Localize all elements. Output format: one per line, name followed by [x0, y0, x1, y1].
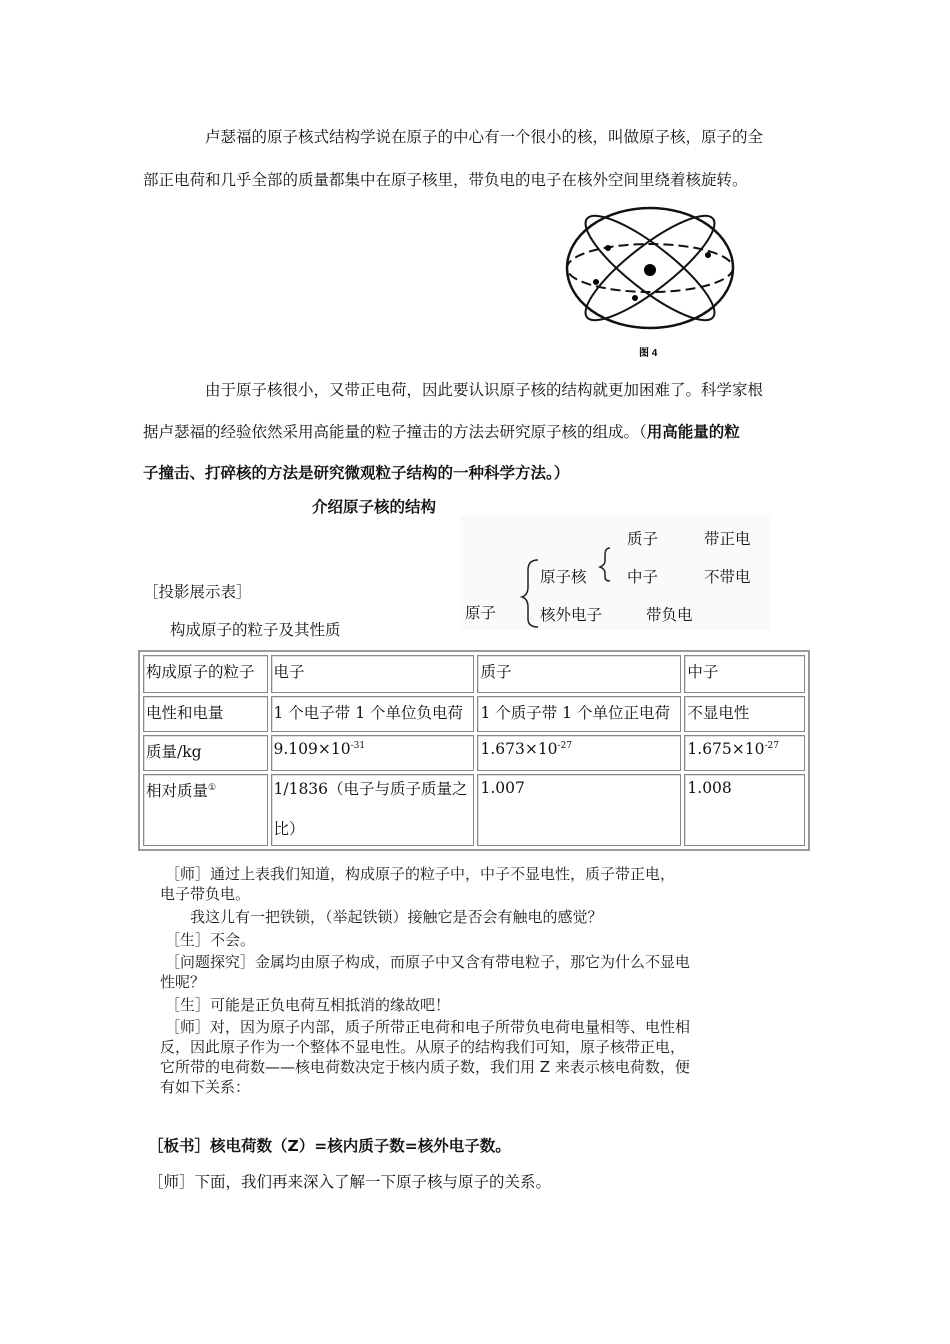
- atom-orbits-diagram: [560, 205, 745, 365]
- para2-line2: [143, 422, 740, 442]
- struct-proton: 质子: [627, 530, 659, 548]
- para2-line1: 由于原子核很小，又带正电荷，因此要认识原子核的结构就更加困难了。科学家根: [205, 381, 764, 399]
- mass-exponent: -27: [764, 740, 779, 751]
- table-header-row: [143, 655, 805, 693]
- struct-electron-charge: 带负电: [646, 606, 693, 624]
- table-header-cell: 电子: [271, 655, 475, 693]
- particle-properties-table: [138, 650, 810, 851]
- table-cell: [271, 774, 475, 846]
- table-header-cell: 质子: [477, 655, 681, 693]
- dialogue-line: ［师］通过上表我们知道，构成原子的粒子中，中子不显电性，质子带正电，: [165, 865, 676, 883]
- footnote-marker: ①: [208, 782, 217, 793]
- para2-line2-bold: 用高能量的粒: [646, 423, 740, 441]
- section-title: 介绍原子核的结构: [312, 498, 437, 516]
- dialogue-line: 性呢？: [160, 973, 206, 991]
- atom-structure-diagram: [460, 515, 770, 630]
- mass-exponent: -27: [557, 740, 573, 751]
- table-cell: [271, 735, 475, 771]
- figure-caption: 图 4: [639, 348, 658, 359]
- table-title: 构成原子的粒子及其性质: [170, 621, 341, 639]
- table-cell: 不显电性: [684, 696, 805, 732]
- mass-base: 1.675×10: [687, 740, 765, 758]
- para1-line2: 部正电荷和几乎全部的质量都集中在原子核里，带负电的电子在核外空间里绕着核旋转。: [143, 171, 748, 189]
- relative-mass-line2: 比）: [273, 820, 305, 838]
- atom-model-figure: [560, 205, 745, 365]
- mass-base: 9.109×10: [273, 740, 351, 758]
- struct-proton-charge: 带正电: [704, 530, 751, 548]
- table-cell: 1.008: [684, 774, 805, 846]
- struct-neutron: 中子: [627, 568, 659, 586]
- table-cell: 1 个质子带 1 个单位正电荷: [477, 696, 681, 732]
- para2-line3-bold: 子撞击、打碎核的方法是研究微观粒子结构的一种科学方法。）: [143, 464, 570, 482]
- projection-label: ［投影展示表］: [143, 583, 252, 601]
- table-cell: 质量/kg: [143, 735, 268, 771]
- dialogue-line: 我这儿有一把铁锁，（举起铁锁）接触它是否会有触电的感觉？: [190, 908, 603, 926]
- dialogue-line: ［生］不会。: [165, 931, 256, 949]
- dialogue-line: 反，因此原子作为一个整体不显电性。从原子的结构我们可知，原子核带正电，: [160, 1038, 686, 1056]
- struct-atom: 原子: [465, 604, 497, 622]
- struct-nucleus: 原子核: [540, 568, 587, 586]
- dialogue-line: ［师］对，因为原子内部，质子所带正电荷和电子所带负电荷电量相等、电性相: [165, 1018, 691, 1036]
- mass-base: 1.673×10: [480, 740, 558, 758]
- table-cell: 电性和电量: [143, 696, 268, 732]
- para2-line2-normal: 据卢瑟福的经验依然采用高能量的粒子撞击的方法去研究原子核的组成。（: [143, 423, 647, 441]
- table-cell: [477, 735, 681, 771]
- dialogue-line: ［生］可能是正负电荷互相抵消的缘故吧！: [165, 996, 451, 1014]
- closing-line: ［师］下面，我们再来深入了解一下原子核与原子的关系。: [148, 1173, 552, 1191]
- dialogue-line: 有如下关系：: [160, 1078, 251, 1096]
- relative-mass-label: 相对质量: [146, 782, 209, 800]
- dialogue-line: ［问题探究］金属均由原子构成，而原子中又含有带电粒子，那它为什么不显电: [165, 953, 691, 971]
- relative-mass-line1: 1/1836（电子与质子质量之: [273, 780, 468, 798]
- table-row: [143, 735, 805, 771]
- table-row: [143, 774, 805, 846]
- mass-exponent: -31: [350, 740, 366, 751]
- table-cell: 1.007: [477, 774, 681, 846]
- table-row: [143, 696, 805, 732]
- board-note: ［板书］核电荷数（Z）=核内质子数=核外电子数。: [148, 1137, 511, 1155]
- table-header-cell: 中子: [684, 655, 805, 693]
- dialogue-line: 它所带的电荷数——核电荷数决定于核内质子数，我们用 Z 来表示核电荷数，便: [160, 1058, 690, 1076]
- table-cell: 1 个电子带 1 个单位负电荷: [271, 696, 475, 732]
- para1-line1: 卢瑟福的原子核式结构学说在原子的中心有一个很小的核，叫做原子核，原子的全: [205, 128, 764, 146]
- table-cell: [143, 774, 268, 846]
- struct-neutron-charge: 不带电: [704, 568, 751, 586]
- table-header-cell: 构成原子的粒子: [143, 655, 268, 693]
- struct-electrons: 核外电子: [540, 606, 603, 624]
- dialogue-line: 电子带负电。: [160, 885, 251, 903]
- table-cell: [684, 735, 805, 771]
